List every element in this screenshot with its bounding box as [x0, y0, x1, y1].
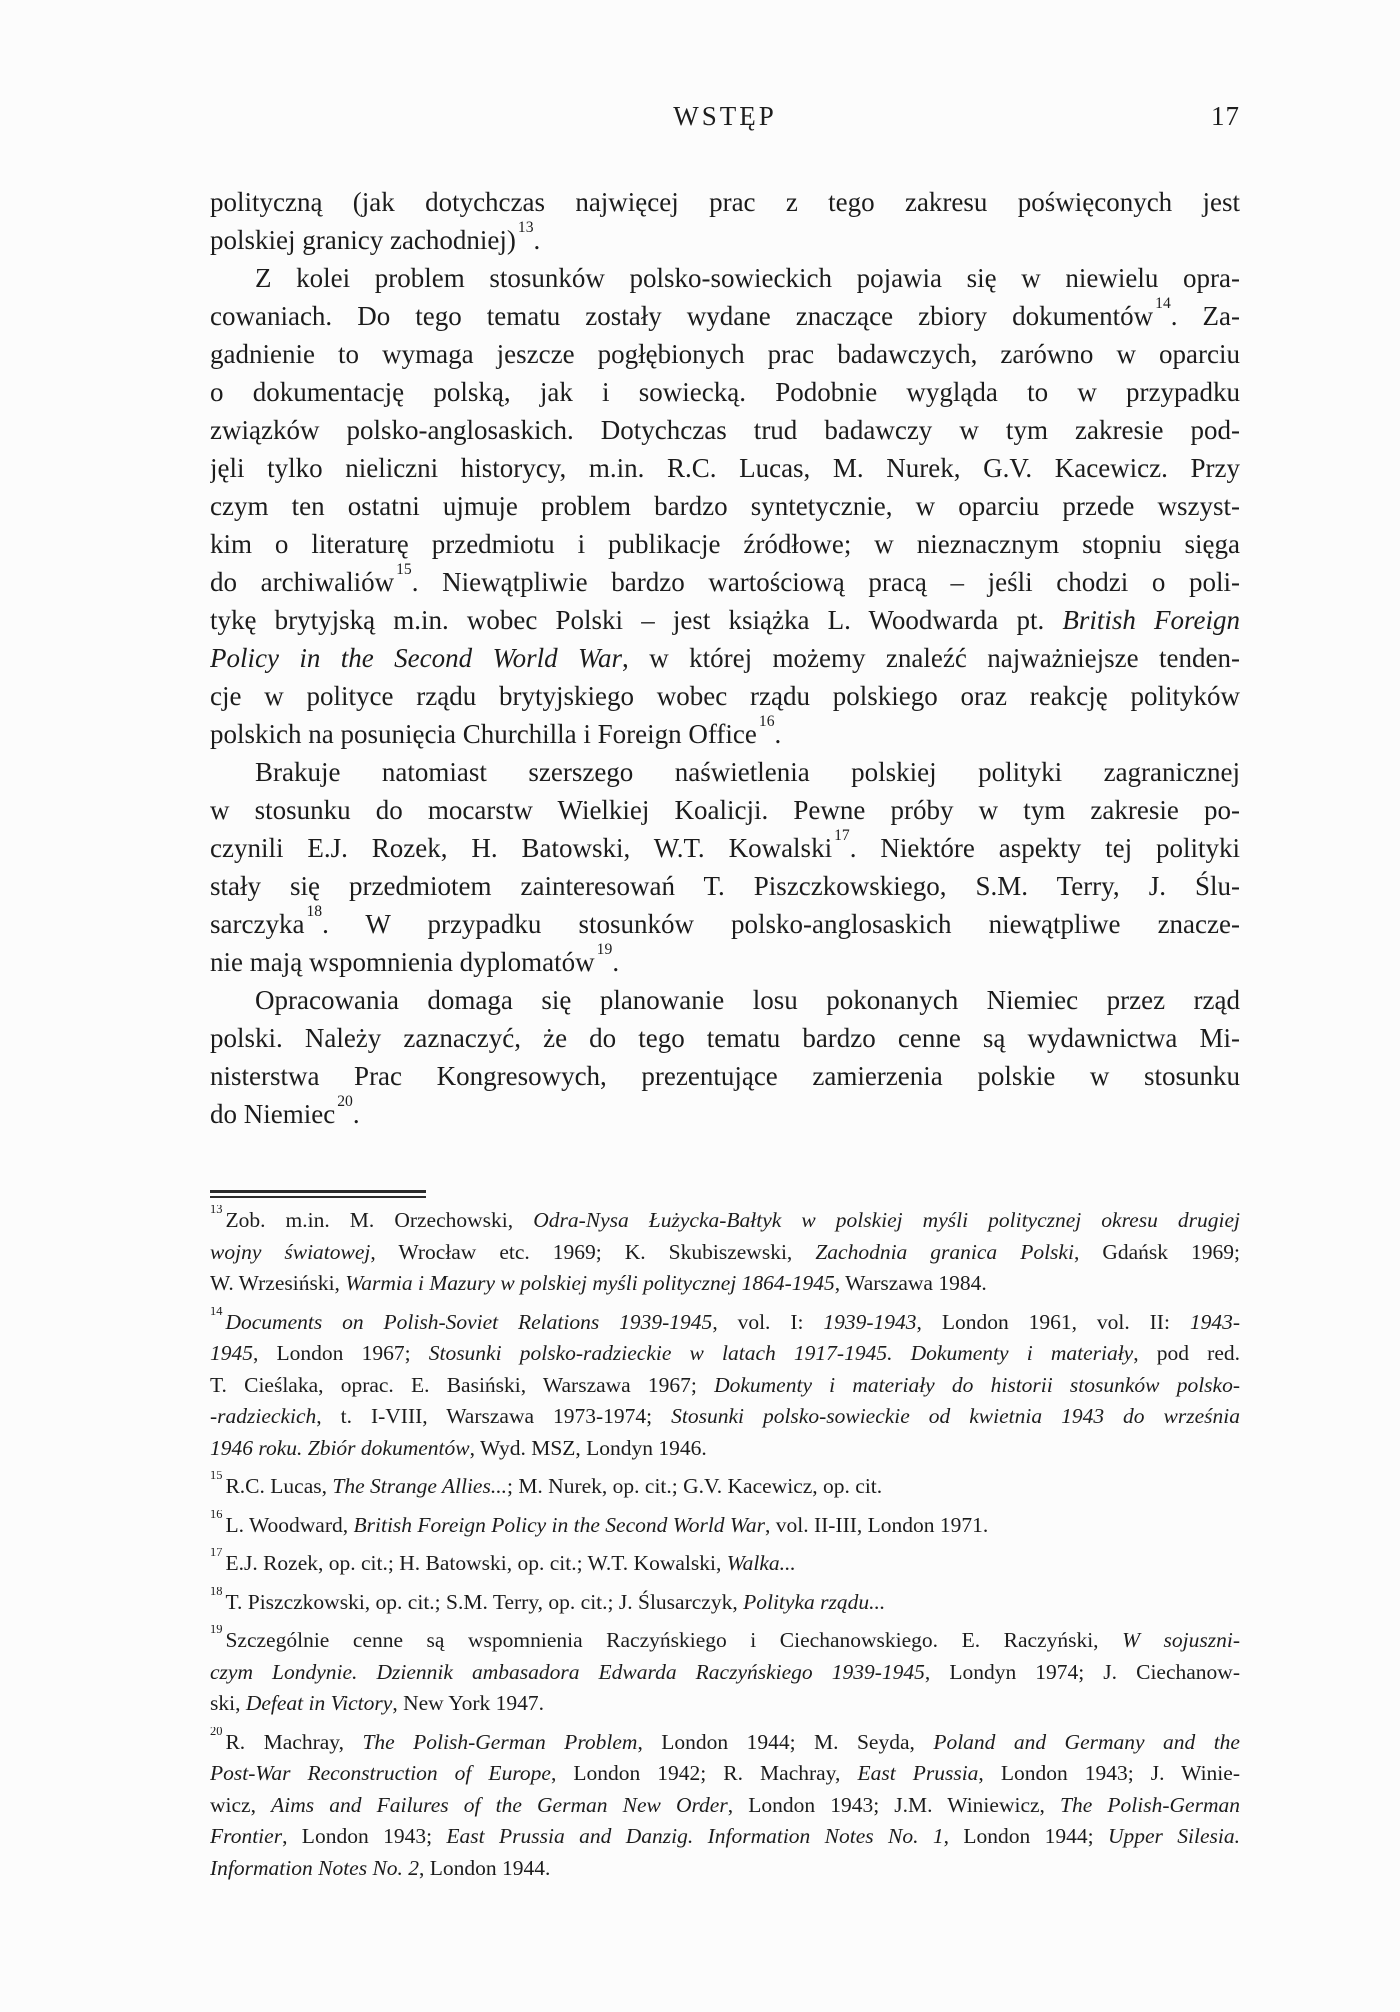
- body-line: [210, 259, 1240, 297]
- paragraph: [210, 183, 1240, 259]
- text-run: , London 1943;: [282, 1824, 447, 1848]
- footnote-ref: 16: [758, 715, 775, 730]
- body-line: [210, 601, 1240, 639]
- text-run: Zob. m.in. M. Orzechowski,: [225, 1208, 534, 1232]
- italic-title: 1943-: [1189, 1309, 1240, 1334]
- italic-title: 1946 roku. Zbiór dokumentów: [210, 1435, 470, 1460]
- text-run: , Wrocław etc. 1969; K. Skubiszewski,: [370, 1239, 816, 1264]
- italic-title: Zachodnia granica Polski: [815, 1239, 1074, 1264]
- text-run: , London 1967;: [253, 1341, 429, 1365]
- footnote-15: [210, 1471, 1240, 1503]
- text-run: stały się przedmiotem zainteresowań T. Piszczkowskiego, S.M. Terry, J. Ślu-: [210, 871, 1240, 901]
- text-run: , London 1943; J. Winie-: [978, 1761, 1240, 1785]
- italic-title: Aims and Failures of the German New Order: [271, 1792, 728, 1817]
- text-run: , t. I-VIII, Warszawa 1973-1974;: [316, 1404, 672, 1428]
- footnote-line: [210, 1587, 1240, 1619]
- body-text: [210, 183, 1240, 1133]
- italic-title: W sojuszni-: [1122, 1628, 1240, 1652]
- body-line: [210, 487, 1240, 525]
- body-line: [210, 829, 1240, 867]
- footnote-ref: 14: [1155, 297, 1171, 312]
- text-run: , New York 1947.: [392, 1691, 545, 1715]
- footnote-line: [210, 1433, 1240, 1465]
- text-run: o dokumentację polską, jak i sowiecką. Podobnie wygląda to w przypadku: [210, 377, 1240, 407]
- italic-title: East Prussia and Danzig. Information Notes No. 1: [446, 1824, 944, 1848]
- italic-title: Frontier: [210, 1824, 283, 1848]
- footnote-ref: 15: [210, 1471, 223, 1483]
- text-run: , London 1944.: [419, 1855, 551, 1880]
- footnote-ref: 18: [210, 1586, 223, 1598]
- text-run: R. Machray,: [225, 1729, 363, 1754]
- chapter-title: WSTĘP: [673, 101, 777, 131]
- footnote-ref: 20: [210, 1726, 223, 1738]
- text-run: czynili E.J. Rozek, H. Batowski, W.T. Kowalski: [210, 833, 833, 863]
- italic-title: Walka...: [726, 1551, 796, 1575]
- italic-title: czym Londynie. Dziennik ambasadora Edwarda Raczyńskiego 1939-1945: [210, 1659, 925, 1684]
- text-run: R.C. Lucas,: [225, 1474, 333, 1498]
- text-run: W. Wrzesiński,: [210, 1271, 346, 1295]
- paragraph: [210, 753, 1240, 981]
- footnote-ref: 19: [596, 943, 613, 958]
- italic-title: Warmia i Mazury w polskiej myśli politycznej 1864-1945: [345, 1271, 835, 1295]
- text-run: . Niewątpliwie bardzo wartościową pracą – jeśli chodzi o poli-: [411, 567, 1240, 597]
- italic-title: Stosunki polsko-radzieckie w latach 1917-1945. Dokumenty i materiały: [428, 1341, 1134, 1365]
- text-run: .: [352, 1099, 360, 1129]
- text-run: czym ten ostatni ujmuje problem bardzo syntetycznie, w oparciu przede wszyst-: [210, 491, 1240, 521]
- footnote-line: [210, 1821, 1240, 1853]
- italic-title: Polityka rządu...: [743, 1589, 886, 1614]
- text-run: . Niektóre aspekty tej polityki: [849, 833, 1240, 863]
- italic-title: British Foreign Policy in the Second World War: [353, 1512, 765, 1537]
- text-run: L. Woodward,: [225, 1512, 354, 1537]
- text-run: , w której możemy znaleźć najważniejsze tenden-: [622, 643, 1240, 673]
- footnote-line: [210, 1307, 1240, 1339]
- text-run: , London 1943; J.M. Winiewicz,: [727, 1792, 1061, 1817]
- text-run: , vol. II-III, London 1971.: [764, 1512, 989, 1537]
- body-line: [210, 1095, 1240, 1133]
- text-run: do Niemiec: [210, 1099, 336, 1129]
- body-line: [210, 449, 1240, 487]
- text-run: T. Piszczkowski, op. cit.; S.M. Terry, op. cit.; J. Ślusarczyk,: [225, 1589, 744, 1614]
- italic-title: wojny światowej: [210, 1239, 371, 1264]
- footnote-18: [210, 1587, 1240, 1619]
- italic-title: 1945: [210, 1341, 253, 1365]
- footnote-line: [210, 1401, 1240, 1433]
- body-line: [210, 905, 1240, 943]
- text-run: E.J. Rozek, op. cit.; H. Batowski, op. cit.; W.T. Kowalski,: [225, 1551, 727, 1575]
- italic-title: -radzieckich: [210, 1404, 317, 1428]
- italic-title: Documents on Polish-Soviet Relations 1939-1945: [225, 1309, 713, 1334]
- text-run: jęli tylko nieliczni historycy, m.in. R.C. Lucas, M. Nurek, G.V. Kacewicz. Przy: [210, 453, 1240, 483]
- text-run: polski. Należy zaznaczyć, że do tego tematu bardzo cenne są wydawnictwa Mi-: [210, 1023, 1240, 1053]
- text-run: polskiej granicy zachodniej): [210, 225, 516, 255]
- footnote-line: [210, 1237, 1240, 1269]
- body-line: [210, 791, 1240, 829]
- body-line: [210, 677, 1240, 715]
- italic-title: Odra-Nysa Łużycka-Bałtyk w polskiej myśli politycznej okresu drugiej: [533, 1208, 1240, 1232]
- text-run: polityczną (jak dotychczas najwięcej prac z tego zakresu poświęconych jest: [210, 187, 1240, 217]
- italic-title: Defeat in Victory: [245, 1691, 393, 1715]
- text-run: Brakuje natomiast szerszego naświetlenia polskiej polityki zagranicznej: [255, 757, 1240, 787]
- text-run: , Warszawa 1984.: [834, 1271, 987, 1295]
- body-line: [210, 297, 1240, 335]
- body-line: [210, 525, 1240, 563]
- body-line: [210, 715, 1240, 753]
- footnote-line: [210, 1510, 1240, 1542]
- text-run: Szczególnie cenne są wspomnienia Raczyńskiego i Ciechanowskiego. E. Raczyński,: [225, 1628, 1123, 1652]
- italic-title: Upper Silesia.: [1107, 1824, 1240, 1848]
- footnote-ref: 17: [834, 829, 850, 844]
- body-line: [210, 183, 1240, 221]
- text-run: cje w polityce rządu brytyjskiego wobec rządu polskiego oraz reakcję polityków: [210, 681, 1240, 711]
- italic-title: 1939-1943: [823, 1309, 917, 1334]
- text-run: Opracowania domaga się planowanie losu pokonanych Niemiec przez rząd: [255, 985, 1240, 1015]
- text-run: , London 1944;: [943, 1824, 1108, 1848]
- text-run: , pod red.: [1133, 1341, 1240, 1365]
- footnote-ref: 17: [210, 1548, 223, 1560]
- italic-title: Information Notes No. 2: [210, 1855, 420, 1880]
- body-line: [210, 867, 1240, 905]
- footnote-ref: 18: [306, 905, 323, 920]
- text-run: Z kolei problem stosunków polsko-sowieckich pojawia się w niewielu opra-: [255, 263, 1240, 293]
- footnote-line: [210, 1268, 1240, 1300]
- body-line: [210, 753, 1240, 791]
- footnote-separator: [210, 1190, 426, 1198]
- text-run: , London 1961, vol. II:: [916, 1309, 1190, 1334]
- text-run: wicz,: [210, 1792, 272, 1817]
- body-line: [210, 373, 1240, 411]
- paragraph: [210, 259, 1240, 753]
- text-run: .: [774, 719, 782, 749]
- body-line: [210, 563, 1240, 601]
- italic-title: East Prussia: [857, 1761, 979, 1785]
- footnote-line: [210, 1853, 1240, 1885]
- footnote-line: [210, 1338, 1240, 1370]
- body-line: [210, 1019, 1240, 1057]
- text-run: cowaniach. Do tego tematu zostały wydane znaczące zbiory dokumentów: [210, 301, 1154, 331]
- italic-title: Post-War Reconstruction of Europe: [210, 1761, 551, 1785]
- italic-title: Dokumenty i materiały do historii stosunków polsko-: [714, 1372, 1240, 1397]
- footnote-line: [210, 1657, 1240, 1689]
- footnote-line: [210, 1548, 1240, 1580]
- italic-title: Poland and Germany and the: [933, 1729, 1240, 1754]
- text-run: , Wyd. MSZ, Londyn 1946.: [469, 1435, 707, 1460]
- footnote-19: [210, 1625, 1240, 1720]
- footnote-ref: 15: [396, 563, 412, 578]
- text-run: . W przypadku stosunków polsko-anglosaskich niewątpliwe znacze-: [322, 909, 1240, 939]
- footnote-line: [210, 1727, 1240, 1759]
- footnote-16: [210, 1510, 1240, 1542]
- italic-title: The Strange Allies...: [332, 1474, 507, 1498]
- body-line: [210, 943, 1240, 981]
- italic-title: Stosunki polsko-sowieckie od kwietnia 1943 do września: [671, 1404, 1240, 1428]
- footnote-13: [210, 1205, 1240, 1300]
- footnote-ref: 14: [210, 1306, 223, 1318]
- text-run: , London 1942; R. Machray,: [550, 1761, 858, 1785]
- footnote-line: [210, 1370, 1240, 1402]
- footnote-ref: 19: [210, 1625, 223, 1637]
- text-run: .: [533, 225, 541, 255]
- text-run: gadnienie to wymaga jeszcze pogłębionych prac badawczych, zarówno w oparciu: [210, 339, 1240, 369]
- text-run: nisterstwa Prac Kongresowych, prezentujące zamierzenia polskie w stosunku: [210, 1061, 1240, 1091]
- text-run: T. Cieślaka, oprac. E. Basiński, Warszawa 1967;: [210, 1372, 715, 1397]
- footnote-line: [210, 1625, 1240, 1657]
- body-line: [210, 411, 1240, 449]
- text-run: polskich na posunięcia Churchilla i Foreign Office: [210, 719, 757, 749]
- text-run: , London 1944; M. Seyda,: [637, 1729, 934, 1754]
- footnotes-section: [210, 1205, 1240, 1884]
- text-run: ; M. Nurek, op. cit.; G.V. Kacewicz, op. cit.: [506, 1474, 883, 1498]
- footnote-14: [210, 1307, 1240, 1465]
- body-line: [210, 1057, 1240, 1095]
- text-run: związków polsko-anglosaskich. Dotychczas trud badawczy w tym zakresie pod-: [210, 415, 1240, 445]
- italic-title: The Polish-German: [1060, 1792, 1240, 1817]
- italic-title: British Foreign: [1062, 605, 1240, 635]
- text-run: .: [612, 947, 620, 977]
- text-run: , vol. I:: [712, 1309, 824, 1334]
- footnote-17: [210, 1548, 1240, 1580]
- footnote-line: [210, 1205, 1240, 1237]
- footnote-line: [210, 1471, 1240, 1503]
- footnote-line: [210, 1688, 1240, 1720]
- text-run: , Gdańsk 1969;: [1073, 1239, 1240, 1264]
- italic-title: Policy in the Second World War: [210, 643, 623, 673]
- paragraph: [210, 981, 1240, 1133]
- body-line: [210, 221, 1240, 259]
- text-run: ski,: [210, 1691, 246, 1715]
- body-line: [210, 639, 1240, 677]
- page-header: [210, 98, 1240, 134]
- footnote-ref: 20: [337, 1095, 353, 1110]
- text-run: tykę brytyjską m.in. wobec Polski – jest książka L. Woodwarda pt.: [210, 605, 1063, 635]
- text-run: nie mają wspomnienia dyplomatów: [210, 947, 595, 977]
- footnote-20: [210, 1727, 1240, 1885]
- footnote-ref: 13: [517, 221, 534, 236]
- text-run: sarczyka: [210, 909, 305, 939]
- text-run: do archiwaliów: [210, 567, 395, 597]
- footnote-line: [210, 1758, 1240, 1790]
- text-run: , Londyn 1974; J. Ciechanow-: [924, 1659, 1240, 1684]
- text-run: w stosunku do mocarstw Wielkiej Koalicji. Pewne próby w tym zakresie po-: [210, 795, 1240, 825]
- body-line: [210, 335, 1240, 373]
- text-run: . Za-: [1170, 301, 1240, 331]
- body-line: [210, 981, 1240, 1019]
- footnote-ref: 13: [210, 1205, 223, 1217]
- footnote-ref: 16: [210, 1509, 223, 1521]
- italic-title: The Polish-German Problem: [362, 1729, 638, 1754]
- page-number: 17: [1211, 101, 1240, 131]
- text-run: kim o literaturę przedmiotu i publikacje źródłowe; w nieznacznym stopniu sięga: [210, 529, 1240, 559]
- footnote-line: [210, 1790, 1240, 1822]
